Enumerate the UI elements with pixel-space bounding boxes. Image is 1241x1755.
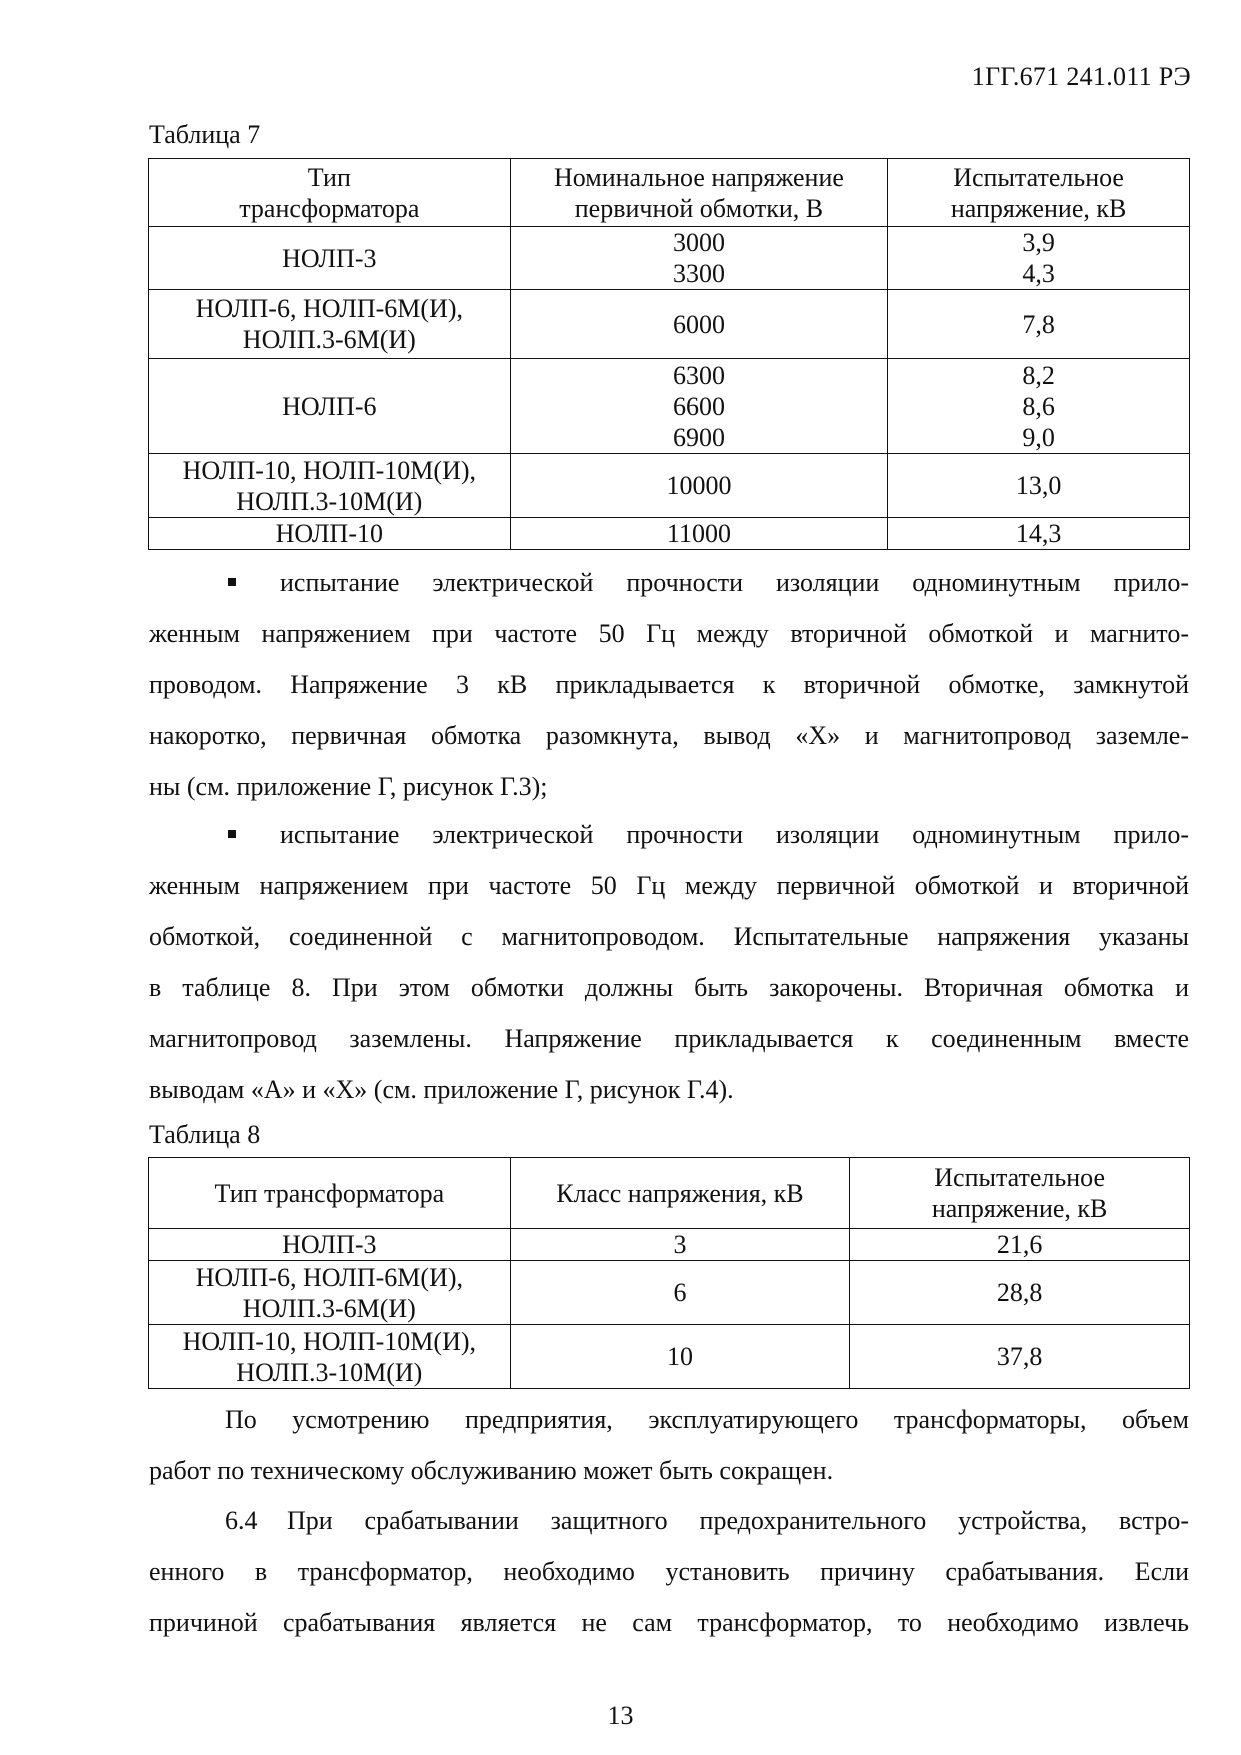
- text-line: испытание электрической прочности изоляции одноминутным прило-: [149, 557, 1189, 608]
- table-row: [149, 1229, 1190, 1261]
- table7: [148, 158, 1190, 550]
- table7-cell-test: 8,2 8,6 9,0: [888, 359, 1190, 454]
- table8-cell-test: 21,6: [850, 1229, 1190, 1261]
- text-line: обмоткой, соединенной с магнитопроводом. Испытательные напряжения указаны: [149, 922, 1189, 951]
- table8-cell-class: 10: [510, 1325, 850, 1389]
- table7-cell-type: НОЛП-3: [149, 227, 511, 290]
- table7-cell-voltage: 6300 6600 6900: [510, 359, 888, 454]
- text-line: в таблице 8. При этом обмотки должны быть закорочены. Вторичная обмотка и: [149, 973, 1189, 1002]
- table8-cell-type: НОЛП-3: [149, 1229, 511, 1261]
- text-line: накоротко, первичная обмотка разомкнута, вывод «Х» и магнитопровод заземле-: [149, 721, 1189, 750]
- section-6-4: [149, 1495, 1189, 1648]
- table-row: [149, 454, 1190, 518]
- table-row: [149, 518, 1190, 550]
- table7-cell-test: 13,0: [888, 454, 1190, 518]
- text-line: женным напряжением при частоте 50 Гц между вторичной обмоткой и магнито-: [149, 619, 1189, 648]
- table8-header-class: Класс напряжения, кВ: [510, 1158, 850, 1229]
- text-line: ны (см. приложение Г, рисунок Г.3);: [149, 772, 548, 801]
- table-row: [149, 359, 1190, 454]
- text-line: проводом. Напряжение 3 кВ прикладывается к вторичной обмотке, замкнутой: [149, 670, 1189, 699]
- table7-cell-type: НОЛП-6, НОЛП-6М(И), НОЛП.3-6М(И): [149, 290, 511, 359]
- text-line: енного в трансформатор, необходимо установить причину срабатывания. Если: [149, 1557, 1189, 1586]
- page-number: 13: [607, 1701, 634, 1730]
- table7-cell-type: НОЛП-6: [149, 359, 511, 454]
- document-code: 1ГГ.671 241.011 РЭ: [971, 62, 1191, 91]
- text-line: работ по техническому обслуживанию может быть сокращен.: [149, 1456, 834, 1485]
- table7-caption: Таблица 7: [149, 120, 261, 149]
- table7-cell-test: 14,3: [888, 518, 1190, 550]
- text-line: 6.4 При срабатывании защитного предохранительного устройства, встро-: [149, 1495, 1189, 1546]
- table7-cell-voltage: 3000 3300: [510, 227, 888, 290]
- table8-header-row: [149, 1158, 1190, 1229]
- text-line: испытание электрической прочности изоляции одноминутным прило-: [149, 809, 1189, 860]
- table7-cell-test: 7,8: [888, 290, 1190, 359]
- table8-cell-test: 28,8: [850, 1261, 1190, 1325]
- table-row: [149, 1261, 1190, 1325]
- table7-cell-voltage: 10000: [510, 454, 888, 518]
- text-line: выводам «А» и «Х» (см. приложение Г, рисунок Г.4).: [149, 1075, 734, 1104]
- table7-header-test: Испытательное напряжение, кВ: [888, 159, 1190, 227]
- table8-header-type: Тип трансформатора: [149, 1158, 511, 1229]
- table7-cell-type: НОЛП-10, НОЛП-10М(И), НОЛП.3-10М(И): [149, 454, 511, 518]
- text-line: По усмотрению предприятия, эксплуатирующего трансформаторы, объем: [225, 1405, 1189, 1434]
- table7-header-voltage: Номинальное напряжение первичной обмотки, В: [510, 159, 888, 227]
- table7-header-type: Тип трансформатора: [149, 159, 511, 227]
- table8-cell-class: 6: [510, 1261, 850, 1325]
- table8: [148, 1157, 1190, 1389]
- table7-cell-type: НОЛП-10: [149, 518, 511, 550]
- text-line: женным напряжением при частоте 50 Гц между первичной обмоткой и вторичной: [149, 871, 1189, 900]
- table8-cell-type: НОЛП-10, НОЛП-10М(И), НОЛП.3-10М(И): [149, 1325, 511, 1389]
- table-row: [149, 1325, 1190, 1389]
- table8-caption: Таблица 8: [149, 1120, 261, 1149]
- section-number: 6.4: [225, 1506, 258, 1535]
- bullet-square-icon: [228, 830, 236, 838]
- paragraph-maintenance: [149, 1394, 1189, 1496]
- table8-cell-test: 37,8: [850, 1325, 1190, 1389]
- table8-header-test: Испытательное напряжение, кВ: [850, 1158, 1190, 1229]
- table-row: [149, 227, 1190, 290]
- table8-cell-class: 3: [510, 1229, 850, 1261]
- table7-cell-voltage: 6000: [510, 290, 888, 359]
- bullet-square-icon: [228, 578, 236, 586]
- bullet-item-1: [149, 557, 1189, 812]
- table-row: [149, 290, 1190, 359]
- table8-cell-type: НОЛП-6, НОЛП-6М(И), НОЛП.3-6М(И): [149, 1261, 511, 1325]
- text-line: магнитопровод заземлены. Напряжение прикладывается к соединенным вместе: [149, 1024, 1189, 1053]
- text-line: причиной срабатывания является не сам трансформатор, то необходимо извлечь: [149, 1608, 1189, 1637]
- bullet-item-2: [149, 809, 1189, 1115]
- table7-header-row: [149, 159, 1190, 227]
- table7-cell-voltage: 11000: [510, 518, 888, 550]
- table7-cell-test: 3,9 4,3: [888, 227, 1190, 290]
